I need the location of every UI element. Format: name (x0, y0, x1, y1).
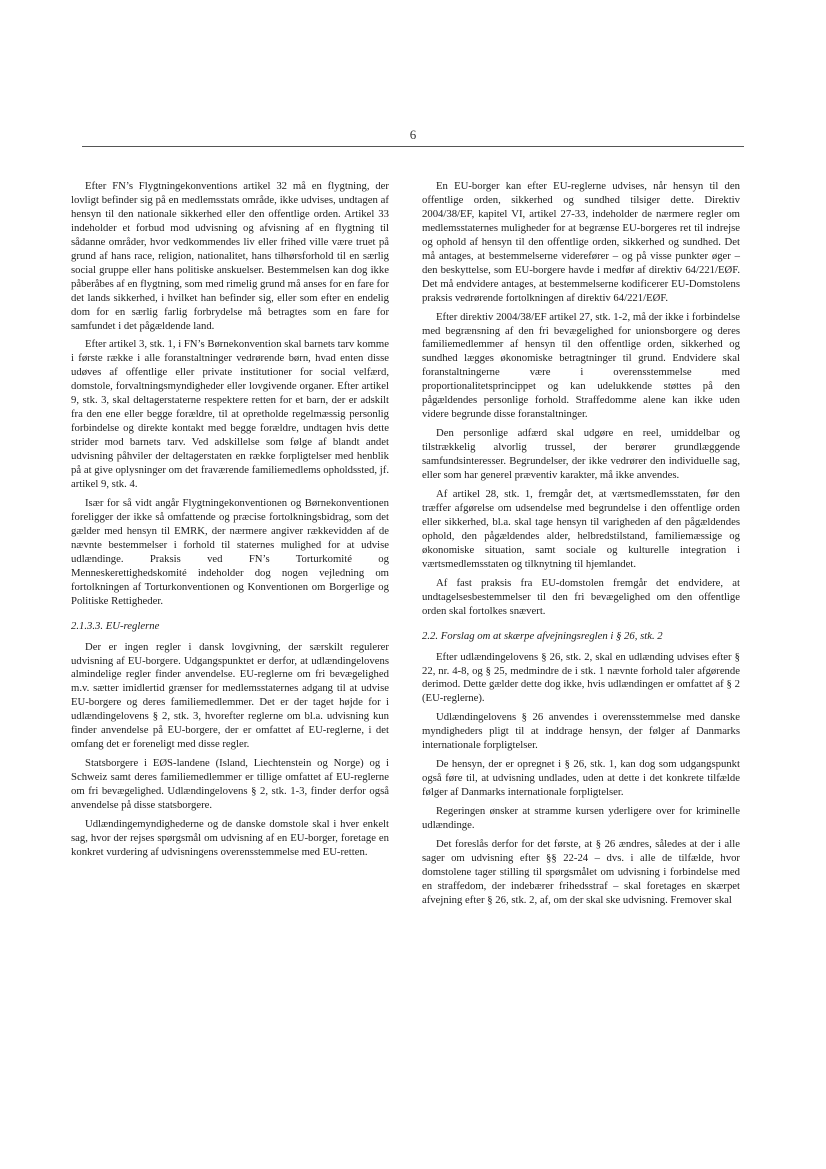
paragraph: De hensyn, der er opregnet i § 26, stk. 1, kan dog som udgangspunkt også føre til, at udvisning undlades, uden at dette i det konkrete tilfælde følger af Danmarks internationale forpligtelser. (422, 758, 740, 799)
paragraph: Efter artikel 3, stk. 1, i FN’s Børnekonvention skal barnets tarv komme i første række i alle foranstaltninger vedrørende børn, hvad enten disse udøves af offentlige eller private institutioner for social velfærd, domstole, forvaltningsmyndigheder eller lovgivende organer. Efter artikel 9, stk. 3, skal deltagerstaterne respektere retten for et barn, der er adskilt fra den ene eller begge forældre, til at opretholde regelmæssig personlig forbindelse og direkte kontakt med begge forældre, undtagen hvis dette strider mod barnets tarv. Ved adskillelse som følge af blandt andet udvisning påhviler der deltagerstaten en række forpligtelser med henblik på at give oplysninger om det fraværende familiemedlems opholdssted, jf. artikel 9, stk. 4. (71, 338, 389, 491)
paragraph: Især for så vidt angår Flygtningekonventionen og Børnekonventionen foreligger der ikke så omfattende og præcise fortolkningsbidrag, som det gælder med hensyn til EMRK, der nærmere angiver rækkevidden af de nævnte bestemmelser i forhold til staternes mulighed for at udvise udlændinge. Praksis ved FN’s Torturkomité og Menneskerettighedskomité indeholder dog nogen vejledning om fortolkningen af Torturkonventionen og Konventionen om Borgerlige og Politiske Rettigheder. (71, 496, 389, 607)
right-column (422, 180, 740, 913)
paragraph: Udlændingelovens § 26 anvendes i overensstemmelse med danske myndigheders pligt til at inddrage hensyn, der følger af Danmarks internationale forpligtelser. (422, 711, 740, 752)
header-rule (82, 146, 744, 147)
paragraph: Efter udlændingelovens § 26, stk. 2, skal en udlænding udvises efter § 22, nr. 4-8, og § 25, medmindre de i stk. 1 nævnte forhold taler afgørende derimod. Dette gælder dette dog ikke, hvis udlændingen er omfattet af § 2 (EU-reglerne). (422, 650, 740, 705)
left-column (71, 180, 389, 865)
paragraph: Regeringen ønsker at stramme kursen yderligere over for kriminelle udlændinge. (422, 805, 740, 832)
paragraph: Der er ingen regler i dansk lovgivning, der særskilt regulerer udvisning af EU-borgere. Udgangspunktet er derfor, at udlændingelovens almindelige regler finder anvendelse. EU-reglerne om fri bevægelighed m.v. sætter imidlertid grænser for medlemsstaternes adgang til at udvise EU-borgere og deres familiemedlemmer. Det er der taget højde for i udlændingelovens § 2, stk. 3, hvorefter reglerne om bl.a. udvisning kun finder anvendelse på EU-borgere, der er omfattet af EU-reglerne, i det omfang det er foreneligt med disse regler. (71, 640, 389, 751)
section-heading-forslag: 2.2. Forslag om at skærpe afvejningsreglen i § 26, stk. 2 (422, 629, 663, 642)
paragraph: Statsborgere i EØS-landene (Island, Liechtenstein og Norge) og i Schweiz samt deres familiemedlemmer er tillige omfattet af EU-reglerne om fri bevægelighed. Udlændingelovens § 2, stk. 1-3, finder derfor også anvendelse på disse statsborgere. (71, 757, 389, 812)
paragraph: Udlændingemyndighederne og de danske domstole skal i hver enkelt sag, hvor der rejses spørgsmål om udvisning af en EU-borger, foretage en konkret vurdering af udvisningens overensstemmelse med EU-retten. (71, 817, 389, 858)
paragraph: En EU-borger kan efter EU-reglerne udvises, når hensyn til den offentlige orden, sikkerhed og sundhed tilsiger dette. Direktiv 2004/38/EF, kapitel VI, artikel 27-33, indeholder de nærmere regler om medlemsstaternes muligheder for at begrænse EU-borgeres ret til indrejse og ophold af hensyn til den offentlige orden, sikkerhed og sundhed. Det må antages, at bestemmelserne viderefører – og på visse punkter øger – den beskyttelse, som EU-borgere havde i medfør af direktiv 64/221/EØF. Det må endvidere antages, at bestemmelserne kodificerer EU-Domstolens praksis vedrørende fortolkningen af direktiv 64/221/EØF. (422, 180, 740, 304)
page-number: 6 (409, 127, 417, 142)
paragraph: Den personlige adfærd skal udgøre en reel, umiddelbar og tilstrækkelig alvorlig trussel, der berører grundlæggende samfundsinteresser. Begrundelser, der ikke vedrører den individuelle sag, eller som har generel præventiv karakter, må ikke anvendes. (422, 427, 740, 482)
paragraph: Det foreslås derfor for det første, at § 26 ændres, således at der i alle sager om udvisning efter §§ 22-24 – dvs. i alle de tilfælde, hvor domstolene tager stilling til spørgsmålet om udvisning i forbindelse med en straffedom, der indebærer frihedsstraf – skal foretages en skærpet afvejning efter § 26, stk. 2, af, om der skal ske udvisning. Fremover skal (422, 837, 740, 906)
paragraph: Af artikel 28, stk. 1, fremgår det, at værtsmedlemsstaten, før den træffer afgørelse om udsendelse med begrundelse i den offentlige orden eller sikkerhed, bl.a. skal tage hensyn til varigheden af den pågældendes ophold, den pågældendes alder, helbredstilstand, familiemæssige og økonomiske situation, samt sociale og kulturelle integration i værtsmedlemsstaten og tilknytning til hjemlandet. (422, 488, 740, 570)
paragraph: Efter direktiv 2004/38/EF artikel 27, stk. 1-2, må der ikke i forbindelse med begrænsning af den fri bevægelighed for unionsborgere og deres familiemedlemmer af hensyn til den offentlige orden, sikkerhed og sundhed lægges økonomiske betragtninger til grund. Endvidere skal foranstaltningerne være i overensstemmelse med proportionalitetsprincippet og kan udelukkende støttes på den pågældendes personlige forhold. Straffedomme alene kan ikke uden videre begrunde disse foranstaltninger. (422, 310, 740, 421)
section-heading-eu-reglerne: 2.1.3.3. EU-reglerne (71, 619, 160, 632)
paragraph: Efter FN’s Flygtningekonventions artikel 32 må en flygtning, der lovligt befinder sig på en medlemsstats område, ikke udvises, undtagen af hensyn til den nationale sikkerhed eller den offentlige orden. Artikel 33 indeholder et forbud mod udvisning og afvisning af en flygtning til sådanne områder, hvor vedkommendes liv eller frihed ville være truet på grund af hans race, religion, nationalitet, hans tilhørsforhold til en særlig social gruppe eller hans politiske anskuelser. Bestemmelsen kan dog ikke påberåbes af en flygtning, som med rimelig grund må anses for en fare for det lands sikkerhed, i hvilket han befinder sig, eller som efter en endelig dom for en særlig farlig forbrydelse må betragtes som en fare for samfundet i det pågældende land. (71, 180, 389, 332)
paragraph: Af fast praksis fra EU-domstolen fremgår det endvidere, at undtagelsesbestemmelser til den fri bevægelighed om den offentlige orden skal fortolkes snævert. (422, 576, 740, 617)
